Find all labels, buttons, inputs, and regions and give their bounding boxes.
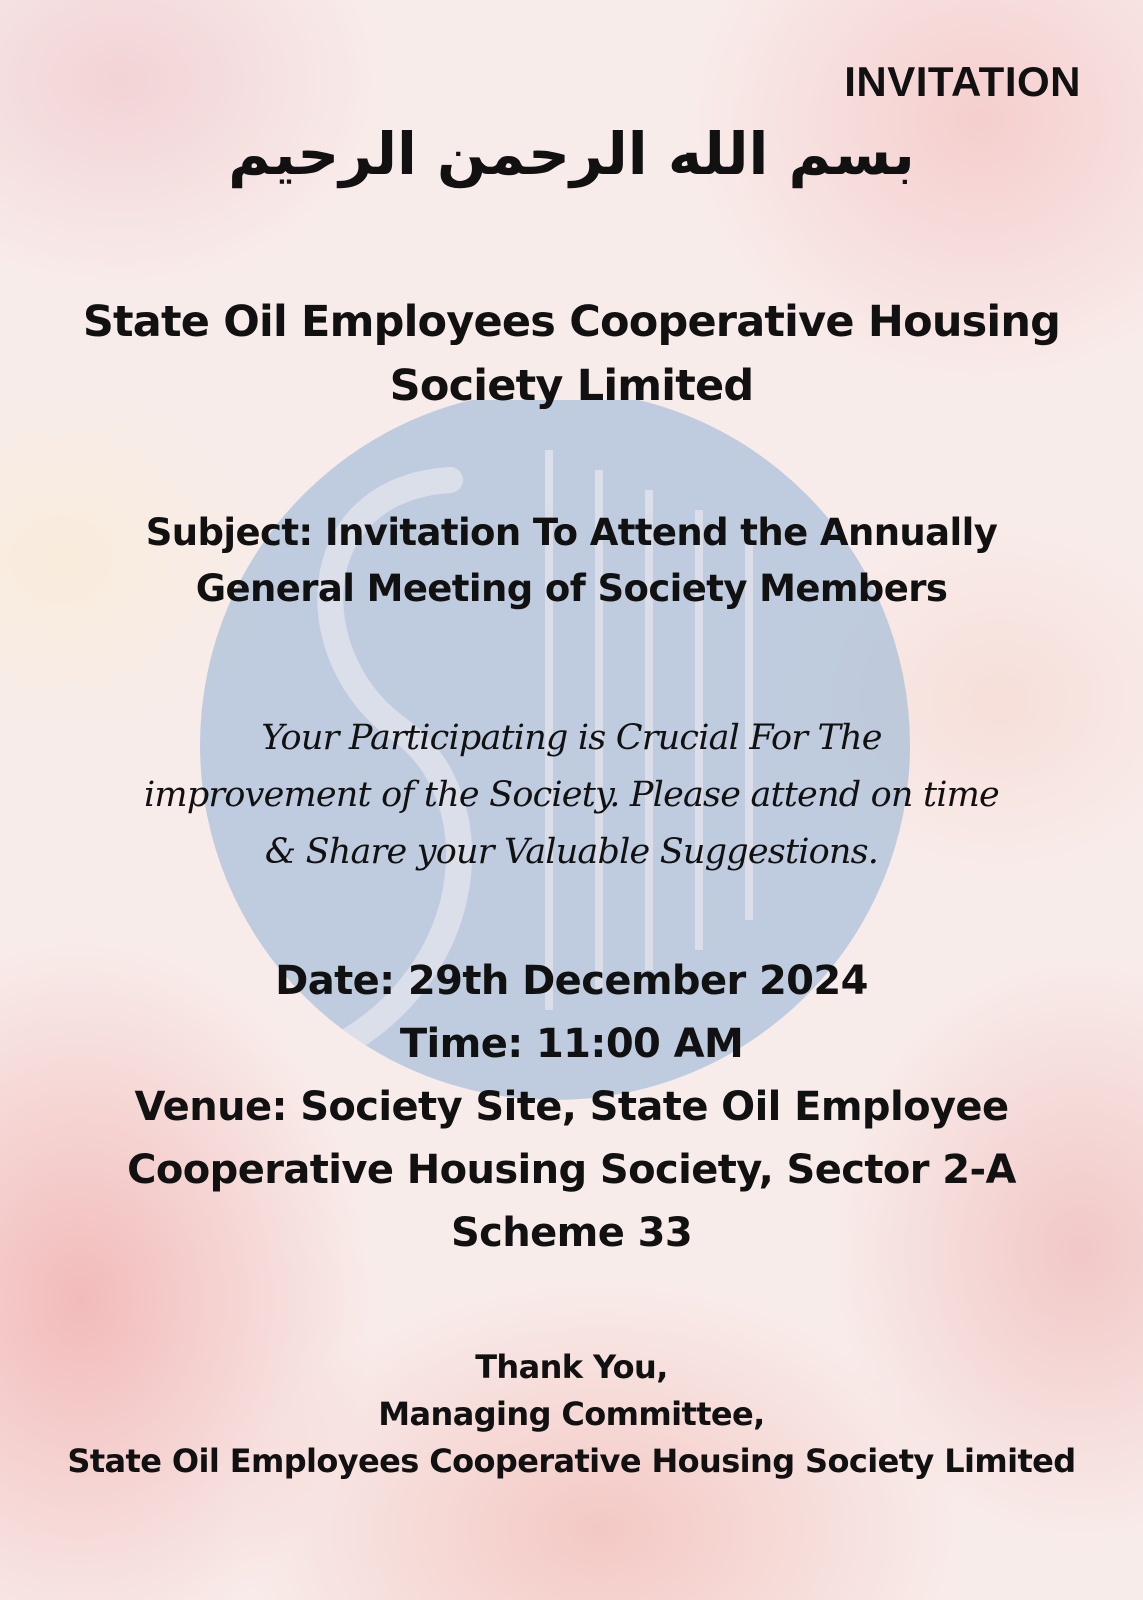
meeting-venue-line: Scheme 33 [450, 1210, 693, 1256]
invitation-heading: INVITATION [844, 58, 1081, 105]
organization-title-line: Society Limited [389, 361, 754, 411]
message-line: improvement of the Society. Please attend on time [144, 775, 999, 815]
organization-title [40, 290, 1103, 418]
meeting-time: Time: 11:00 AM [399, 1021, 744, 1067]
closing-committee: Managing Committee, [378, 1395, 765, 1433]
organization-title-line: State Oil Employees Cooperative Housing [82, 297, 1061, 347]
meeting-details [60, 950, 1083, 1265]
closing-thanks: Thank You, [475, 1348, 668, 1386]
message-line: Your Participating is Crucial For The [261, 718, 882, 758]
closing-signature [0, 1344, 1143, 1485]
subject-block [60, 505, 1083, 617]
participation-message [90, 710, 1053, 881]
subject-line: General Meeting of Society Members [195, 567, 948, 610]
subject-line: Subject: Invitation To Attend the Annually [145, 511, 998, 554]
bismillah-calligraphy: بسم الله الرحمن الرحيم [228, 120, 915, 188]
meeting-venue-line: Venue: Society Site, State Oil Employee [134, 1084, 1009, 1130]
closing-organization: State Oil Employees Cooperative Housing Society Limited [67, 1442, 1076, 1480]
meeting-date: Date: 29th December 2024 [275, 958, 868, 1004]
message-line: & Share your Valuable Suggestions. [264, 832, 879, 872]
meeting-venue-line: Cooperative Housing Society, Sector 2-A [127, 1147, 1016, 1193]
